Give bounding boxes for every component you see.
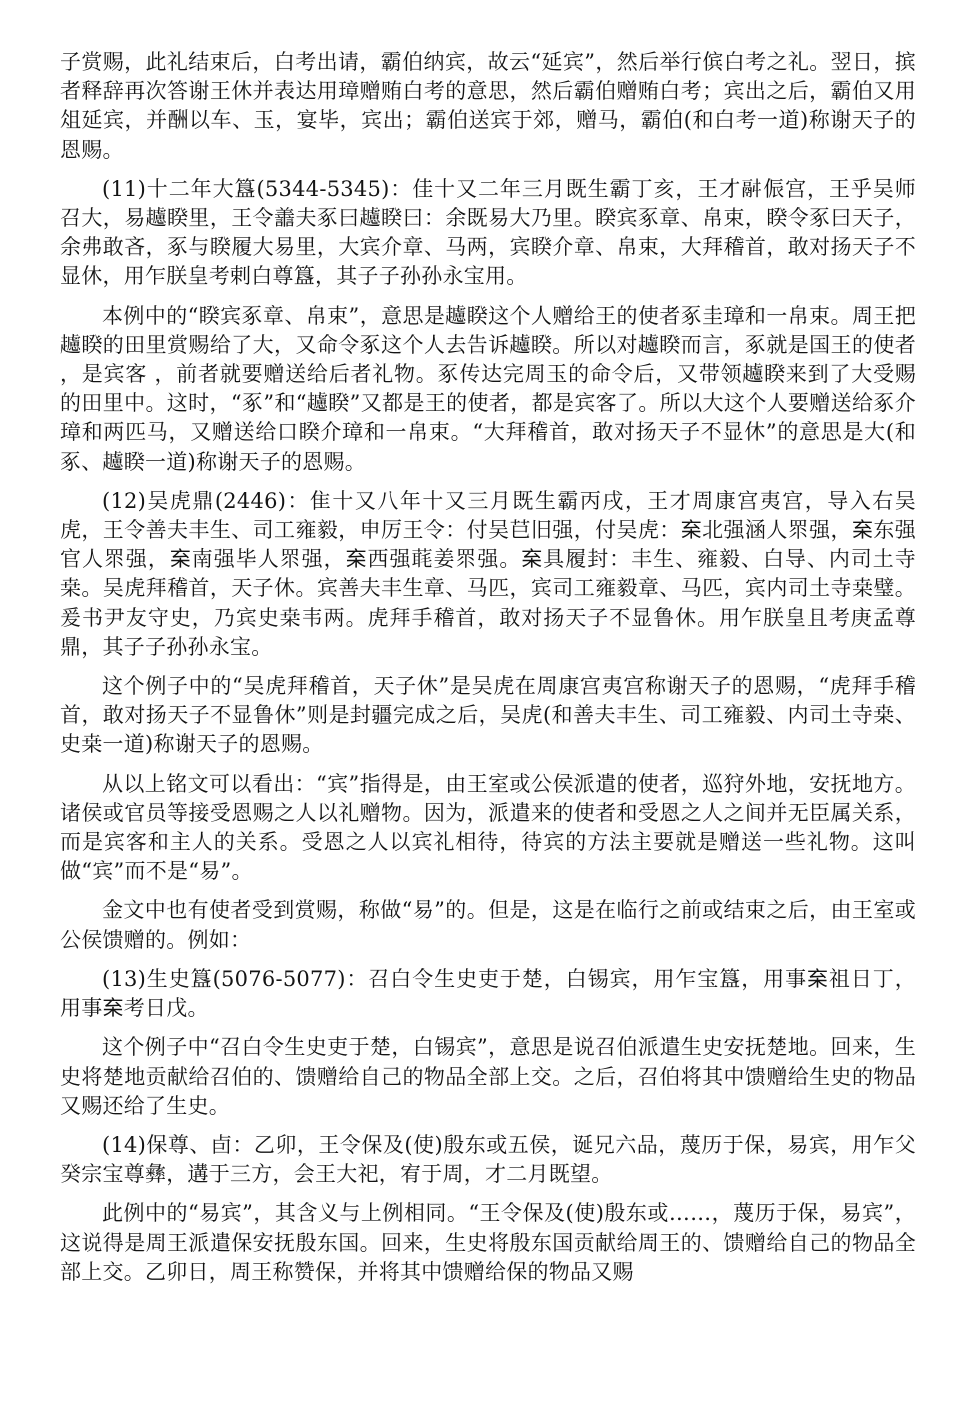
paragraph-intro-examples: 金文中也有使者受到赏赐，称做“易”的。但是，这是在临行之前或结束之后，由王室或公侯馈赠的。例如： [60, 898, 916, 952]
paragraph-commentary-11: 本例中的“睽宾豖章、帛束”，意思是𧾧睽这个人赠给王的使者豖圭璋和一帛束。周王把𧾧睽的田里赏赐给了大，又命令豖这个人去告诉𧾧睽。所以对𧾧睽而言，豖就是国王的使者 ，是宾客 ，前者就要赠送给后者礼物。豖传达完周玉的命令后，又带领𧾧睽来到了大受赐的田里中。这时，“豖”和“𧾧睽”又都是王的使者，都是宾客了。所以大这个人要赠送给豖介璋和两匹马，又赠送给口睽介璋和一帛束。“大拜稽首，敢对扬天子不显休”的意思是大(和豖、𧾧睽一道)称谢天子的恩赐。 [60, 303, 916, 474]
paragraph-summary: 从以上铭文可以看出：“宾”指得是，由王室或公侯派遣的使者，巡狩外地，安抚地方。诸侯或官员等接受恩赐之人以礼赠物。因为，派遣来的使者和受恩之人之间并无臣属关系，而是宾客和主人的关系。受恩之人以宾礼相待，待宾的方法主要就是赠送一些礼物。这叫做“宾”而不是“易”。 [60, 771, 916, 884]
document-page [60, 48, 916, 1297]
paragraph-continuation: 子赏赐，此礼结束后，白考出请，霸伯纳宾，故云“延宾”，然后举行傧白考之礼。翌日，摈者释辞再次答谢王休并表达用璋赠贿白考的意思，然后霸伯赠贿白考；宾出之后，霸伯又用俎延宾，并酬以车、玉，宴毕，宾出；霸伯送宾于郊，赠马，霸伯(和白考一道)称谢天子的恩赐。 [60, 50, 916, 162]
paragraph-example-13: (13)生史簋(5076-5077)：召白令生史吏于楚，白锡宾，用乍宝簋，用事𣏋祖日丁，用事𣏋考日戊。 [60, 966, 916, 1021]
paragraph-example-11: (11)十二年大簋(5344-5345)：佳十又二年三月既生霸丁亥，王才𩰫侲宫，王乎吴师召大，易𧾧睽里，王令譱夫豖曰𧾧睽曰：余既易大乃里。睽宾豖章、帛束，睽令豖曰天子，余弗敢吝，豖与睽履大易里，大宾介章、马两，宾睽介章、帛束，大拜稽首，敢对扬天子不显休，用乍朕皇考剌白尊簋，其子子孙孙永宝用。 [60, 176, 916, 289]
paragraph-example-12: (12)吴虎鼎(2446)：隹十又八年十又三月既生霸丙戌，王才周康宫夷宫，导入右吴虎，王令善夫丰生、司工雍毅，申厉王令：付吴𦬊旧强，付吴虎：𣏋北强涵人眔强，𣏋东强官人眔强，𣏋南强毕人眔强，𣏋西强𦶇姜眔强。𣏋具履封：丰生、雍毅、白导、内司土寺桒。吴虎拜稽首，天子休。宾善夫丰生章、马匹，宾司工雍毅章、马匹，宾内司土寺桒璧。爰书尹友守史，乃宾史桒韦两。虎拜手稽首，敢对扬天子不显鲁休。用乍朕皇且考庚孟尊鼎，其子子孙孙永宝。 [60, 488, 916, 659]
paragraph-example-14: (14)保尊、卣：乙卯，王令保及(使)殷东或五侯，诞兄六品，蔑历于保，易宾，用乍父癸宗宝尊彝，遘于三方，会王大祀，宥于周，才二月既望。 [60, 1132, 916, 1187]
paragraph-commentary-12: 这个例子中的“吴虎拜稽首，天子休”是吴虎在周康宫夷宫称谢天子的恩赐，“虎拜手稽首，敢对扬天子不显鲁休”则是封疆完成之后，吴虎(和善夫丰生、司工雍毅、内司土寺桒、史桒一道)称谢天子的恩赐。 [60, 674, 916, 757]
paragraph-commentary-14: 此例中的“易宾”，其含义与上例相同。“王令保及(使)殷东或……，蔑历于保，易宾”，这说得是周王派遣保安抚殷东国。回来，生史将殷东国贡献给周王的、馈赠给自己的物品全部上交。乙卯日，周王称赞保，并将其中馈赠给保的物品又赐 [60, 1201, 916, 1284]
paragraph-commentary-13: 这个例子中“召白令生史吏于楚，白锡宾”，意思是说召伯派遣生史安抚楚地。回来，生史将楚地贡献给召伯的、馈赠给自己的物品全部上交。之后，召伯将其中馈赠给生史的物品又赐还给了生史。 [60, 1035, 916, 1118]
